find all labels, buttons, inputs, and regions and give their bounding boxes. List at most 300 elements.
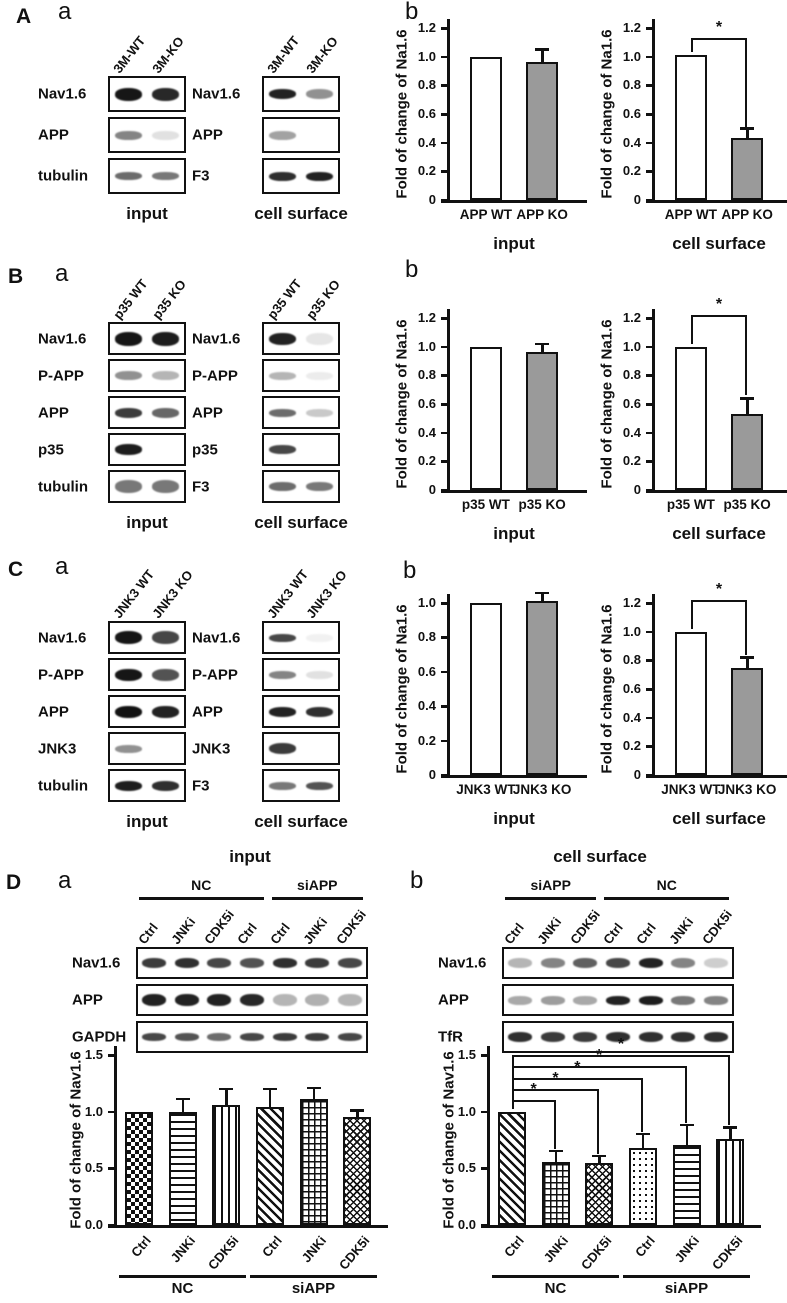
lane-group-line bbox=[604, 897, 729, 900]
plot-area bbox=[84, 1047, 379, 1297]
x-category-label: APP KO bbox=[516, 207, 568, 222]
blot-row bbox=[38, 470, 186, 503]
error-bar bbox=[746, 659, 749, 668]
y-tick-mark bbox=[108, 1054, 114, 1057]
blot-box bbox=[262, 732, 340, 765]
sig-bracket-drop-left bbox=[691, 38, 693, 52]
x-category-label: Ctrl bbox=[501, 1233, 528, 1260]
panel-letter-D: D bbox=[6, 871, 22, 894]
subpanel-letter-b: b bbox=[405, 0, 419, 25]
panel-A bbox=[0, 0, 787, 253]
blot-group-cell-surface bbox=[192, 553, 350, 832]
y-axis-line bbox=[487, 1046, 490, 1228]
x-category-label: p35 KO bbox=[723, 497, 771, 512]
error-bar bbox=[555, 1152, 558, 1161]
bar-chart-cell-surface bbox=[597, 296, 787, 580]
bar bbox=[731, 138, 763, 200]
blot-lane bbox=[264, 324, 301, 353]
y-axis-title: Fold of change of Na1.6 bbox=[393, 604, 411, 774]
bar bbox=[673, 1145, 701, 1225]
blot-band bbox=[152, 332, 179, 346]
blot-band bbox=[541, 996, 565, 1005]
blot-box bbox=[502, 947, 734, 979]
blot-row-label: APP bbox=[192, 126, 223, 144]
y-tick-mark bbox=[646, 717, 652, 720]
blot-lane bbox=[264, 160, 301, 192]
x-category-label: JNKi bbox=[671, 1233, 702, 1266]
error-bar bbox=[541, 594, 544, 601]
blot-lane bbox=[301, 361, 338, 390]
blot-row bbox=[192, 732, 340, 765]
y-tick-label: 1.0 bbox=[84, 1103, 103, 1119]
y-tick-label: 1.5 bbox=[457, 1047, 476, 1062]
y-tick-mark bbox=[646, 374, 652, 377]
y-tick-mark bbox=[441, 740, 447, 743]
blot-band bbox=[639, 1032, 663, 1042]
y-tick-mark bbox=[481, 1111, 487, 1114]
blot-box bbox=[502, 984, 734, 1016]
y-tick-mark bbox=[646, 56, 652, 59]
blot-band bbox=[508, 1032, 532, 1042]
sig-bracket-drop-right bbox=[597, 1089, 599, 1154]
x-axis-line bbox=[481, 1225, 761, 1228]
bar bbox=[526, 601, 558, 775]
blot-band bbox=[306, 89, 333, 99]
lane-label: CDK5i bbox=[333, 907, 370, 947]
blot-lane bbox=[301, 324, 338, 353]
y-tick-label: 0.4 bbox=[622, 709, 641, 725]
bar bbox=[675, 632, 707, 775]
y-tick-mark bbox=[646, 317, 652, 320]
sig-bracket-drop-right bbox=[728, 1055, 730, 1125]
y-tick-label: 0.6 bbox=[417, 663, 436, 679]
plot-area bbox=[457, 1036, 752, 1297]
blot-row bbox=[192, 158, 340, 194]
blot-lane bbox=[264, 697, 301, 726]
blot-group-input bbox=[38, 16, 186, 224]
blot-box bbox=[262, 621, 340, 654]
error-bar bbox=[269, 1090, 272, 1107]
y-tick-mark bbox=[441, 774, 447, 777]
blot-band bbox=[115, 781, 142, 791]
error-bar-cap bbox=[723, 1126, 737, 1129]
y-tick-mark bbox=[441, 636, 447, 639]
bar bbox=[731, 414, 763, 490]
y-axis-line bbox=[652, 309, 655, 493]
x-category-label: APP WT bbox=[459, 207, 512, 222]
lane-label: 3M-WT bbox=[263, 33, 302, 76]
sig-bracket-drop-right bbox=[745, 600, 747, 654]
lane-label-row bbox=[38, 553, 196, 621]
blot-band bbox=[508, 996, 532, 1005]
blot-band bbox=[305, 958, 329, 968]
sig-asterisk: * bbox=[715, 581, 723, 599]
blot-row-label: tubulin bbox=[38, 478, 88, 495]
blot-lane bbox=[110, 771, 147, 800]
y-tick-label: 0.6 bbox=[417, 106, 436, 121]
y-tick-label: 1.5 bbox=[84, 1047, 103, 1062]
blot-band bbox=[338, 994, 362, 1006]
panel-D bbox=[0, 845, 787, 1303]
y-axis-title: Fold of change of Na1.6 bbox=[393, 319, 411, 489]
blot-box bbox=[108, 621, 186, 654]
error-bar-cap bbox=[535, 48, 549, 51]
y-tick-label: 1.0 bbox=[622, 338, 641, 354]
lane-label: Ctrl bbox=[500, 920, 527, 947]
blot-group-input bbox=[38, 258, 189, 533]
blot-band bbox=[152, 88, 179, 101]
blot-band bbox=[115, 88, 142, 101]
y-tick-mark bbox=[646, 142, 652, 145]
lane-label: CDK5i bbox=[699, 907, 736, 947]
bar bbox=[675, 55, 707, 200]
y-tick-mark bbox=[646, 113, 652, 116]
blot-band bbox=[152, 131, 179, 140]
lane-label: p35 KO bbox=[148, 276, 189, 322]
y-tick-label: 0 bbox=[633, 482, 641, 497]
blot-box bbox=[262, 158, 340, 194]
blot-lane bbox=[634, 949, 667, 977]
blot-row-label: Nav1.6 bbox=[38, 85, 87, 103]
y-tick-mark bbox=[646, 745, 652, 748]
blot-caption bbox=[108, 812, 186, 832]
blot-band bbox=[152, 172, 179, 180]
blot-band bbox=[269, 131, 296, 140]
blot-band bbox=[115, 371, 142, 380]
blot-band bbox=[338, 1033, 362, 1041]
blot-row bbox=[192, 695, 340, 728]
x-axis-line bbox=[646, 200, 787, 203]
y-tick-label: 0.8 bbox=[417, 77, 436, 93]
blot-box bbox=[262, 117, 340, 153]
y-tick-label: 1.0 bbox=[457, 1103, 476, 1119]
blot-band bbox=[306, 707, 333, 717]
y-tick-mark bbox=[481, 1054, 487, 1057]
blot-band bbox=[704, 996, 728, 1005]
blot-lane bbox=[301, 435, 338, 464]
lane-label: JNKi bbox=[300, 914, 331, 947]
blot-lane bbox=[138, 949, 171, 977]
sig-asterisk: * bbox=[617, 1036, 625, 1053]
blot-row bbox=[438, 947, 734, 979]
x-category-label: JNK3 WT bbox=[661, 782, 721, 797]
y-tick-mark bbox=[441, 317, 447, 320]
blot-row-label: TfR bbox=[438, 1028, 463, 1046]
bar bbox=[526, 62, 558, 200]
bar bbox=[300, 1099, 328, 1225]
blot-row bbox=[192, 359, 340, 392]
blot-band bbox=[142, 1033, 166, 1041]
blot-lane bbox=[110, 435, 147, 464]
blot-lane bbox=[110, 472, 147, 501]
y-tick-label: 0.6 bbox=[622, 396, 641, 411]
lane-group-line bbox=[139, 897, 264, 900]
blot-lane bbox=[333, 986, 366, 1014]
blot-lane bbox=[203, 949, 236, 977]
blot-lane bbox=[171, 949, 204, 977]
y-tick-label: 0 bbox=[633, 192, 641, 207]
sig-bracket-drop-right bbox=[745, 38, 747, 127]
bar bbox=[470, 347, 502, 490]
blot-band bbox=[573, 1032, 597, 1042]
bar bbox=[470, 603, 502, 775]
y-tick-mark bbox=[646, 460, 652, 463]
blot-row-label: APP bbox=[38, 404, 69, 421]
sig-bracket-drop-left bbox=[691, 600, 693, 629]
blot-box bbox=[262, 470, 340, 503]
lane-group-label: siAPP bbox=[530, 877, 571, 893]
y-tick-mark bbox=[646, 84, 652, 87]
y-tick-label: 0.4 bbox=[417, 134, 436, 150]
bar bbox=[675, 347, 707, 490]
sig-bracket-line bbox=[691, 38, 747, 40]
error-bar-cap bbox=[740, 397, 754, 400]
bar bbox=[470, 57, 502, 200]
y-axis-title: Fold of change of Nav1.6 bbox=[440, 1051, 458, 1229]
blot-lane bbox=[301, 697, 338, 726]
blot-lane bbox=[264, 623, 301, 652]
blot-row bbox=[38, 322, 186, 355]
error-bar bbox=[182, 1100, 185, 1111]
blot-band bbox=[573, 958, 597, 968]
blot-row-label: APP bbox=[192, 703, 223, 720]
blot-lane bbox=[504, 949, 537, 977]
sig-bracket-drop-left bbox=[512, 1055, 514, 1109]
blot-box bbox=[262, 396, 340, 429]
blot-lane bbox=[301, 78, 338, 110]
y-tick-mark bbox=[646, 403, 652, 406]
error-bar bbox=[356, 1112, 359, 1118]
y-tick-mark bbox=[481, 1224, 487, 1227]
y-axis-line bbox=[652, 594, 655, 778]
blot-band bbox=[704, 958, 728, 968]
blot-lane bbox=[147, 734, 184, 763]
blot-row-label: GAPDH bbox=[72, 1028, 127, 1046]
blot-lane bbox=[301, 472, 338, 501]
blot-lane bbox=[301, 660, 338, 689]
blot-lane bbox=[147, 623, 184, 652]
blot-row bbox=[192, 658, 340, 691]
blot-box bbox=[108, 396, 186, 429]
sig-bracket-line bbox=[691, 315, 747, 317]
blot-row-label: Nav1.6 bbox=[192, 629, 241, 646]
blot-band bbox=[306, 482, 333, 491]
y-tick-label: 1.0 bbox=[417, 48, 436, 64]
y-tick-label: 0.4 bbox=[417, 424, 436, 440]
chart-caption: cell surface bbox=[672, 234, 766, 253]
blot-lane bbox=[147, 697, 184, 726]
blot-band bbox=[606, 958, 630, 968]
blot-band bbox=[305, 994, 329, 1006]
y-tick-mark bbox=[646, 199, 652, 202]
y-tick-label: 0.4 bbox=[417, 698, 436, 714]
y-tick-label: 1.0 bbox=[417, 595, 436, 610]
blot-row-label: JNK3 bbox=[38, 740, 77, 757]
x-category-label: p35 WT bbox=[666, 497, 715, 512]
lane-label: Ctrl bbox=[134, 920, 161, 947]
blot-band bbox=[306, 372, 333, 380]
lane-label: p35 KO bbox=[302, 276, 343, 322]
blot-band bbox=[240, 958, 264, 968]
blot-band bbox=[269, 89, 296, 99]
blot-band bbox=[115, 444, 142, 455]
blot-row bbox=[192, 117, 340, 153]
y-tick-mark bbox=[108, 1167, 114, 1170]
subpanel-letter-b: b bbox=[405, 256, 419, 283]
blot-band bbox=[152, 669, 179, 681]
y-tick-label: 1.0 bbox=[622, 48, 641, 64]
y-tick-mark bbox=[441, 27, 447, 30]
blot-lane bbox=[569, 986, 602, 1014]
blot-band bbox=[305, 1033, 329, 1041]
x-category-label: CDK5i bbox=[578, 1233, 615, 1273]
y-axis-title-wrap bbox=[65, 1051, 87, 1229]
blot-lane bbox=[110, 361, 147, 390]
y-axis-title-wrap bbox=[438, 1051, 460, 1229]
error-bar-cap bbox=[680, 1124, 694, 1127]
bar bbox=[343, 1117, 371, 1225]
lane-label: JNK3 KO bbox=[148, 567, 196, 621]
plot-area bbox=[417, 20, 578, 253]
error-bar bbox=[541, 345, 544, 352]
blot-caption-text: input bbox=[126, 513, 168, 532]
blot-box bbox=[108, 695, 186, 728]
lane-label: JNKi bbox=[167, 914, 198, 947]
x-group-line bbox=[623, 1275, 750, 1278]
blot-lane bbox=[110, 119, 147, 151]
blot-row bbox=[38, 76, 186, 112]
blot-row bbox=[38, 732, 186, 765]
lane-label: Ctrl bbox=[267, 920, 293, 947]
blot-box bbox=[108, 359, 186, 392]
blot-lane bbox=[110, 398, 147, 427]
bar-chart-input bbox=[392, 308, 590, 580]
blot-row bbox=[192, 322, 340, 355]
blot-band bbox=[152, 408, 179, 418]
y-tick-mark bbox=[108, 1224, 114, 1227]
y-tick-mark bbox=[441, 602, 447, 605]
x-category-label: CDK5i bbox=[336, 1233, 373, 1273]
y-tick-mark bbox=[441, 489, 447, 492]
sig-bracket-line bbox=[512, 1089, 599, 1091]
sig-bracket-drop-right bbox=[745, 315, 747, 395]
blot-caption bbox=[254, 513, 348, 533]
blot-lane bbox=[504, 986, 537, 1014]
lane-label: Ctrl bbox=[633, 920, 659, 947]
plot-area bbox=[622, 19, 783, 253]
blot-box bbox=[262, 359, 340, 392]
blot-band bbox=[269, 707, 296, 717]
y-tick-label: 0.6 bbox=[622, 681, 641, 696]
blot-row bbox=[192, 769, 340, 802]
y-tick-label: 1.0 bbox=[417, 338, 436, 354]
blot-row bbox=[38, 158, 186, 194]
lane-label-row bbox=[192, 553, 350, 621]
blot-lane bbox=[264, 398, 301, 427]
blot-box bbox=[262, 322, 340, 355]
blot-caption bbox=[254, 812, 348, 832]
y-tick-label: 1.2 bbox=[417, 20, 436, 35]
blot-row bbox=[192, 76, 340, 112]
lane-label-row bbox=[72, 901, 368, 947]
blot-band bbox=[269, 634, 296, 642]
lane-label: 3M-KO bbox=[302, 33, 341, 76]
blot-band bbox=[606, 996, 630, 1005]
blot-lane bbox=[667, 949, 700, 977]
blot-lane bbox=[147, 398, 184, 427]
y-tick-label: 0.8 bbox=[417, 367, 436, 383]
blot-lane bbox=[569, 949, 602, 977]
subpanel-letter-b: b bbox=[410, 867, 424, 894]
blot-box bbox=[262, 769, 340, 802]
sig-bracket-drop-right bbox=[554, 1100, 556, 1149]
blot-band bbox=[207, 1033, 231, 1041]
blot-band bbox=[269, 743, 296, 754]
blot-row-label: p35 bbox=[192, 441, 218, 458]
blot-lane bbox=[699, 949, 732, 977]
blot-lane bbox=[110, 623, 147, 652]
blot-band bbox=[175, 958, 199, 968]
blot-row-label: P-APP bbox=[192, 666, 238, 683]
y-tick-mark bbox=[646, 774, 652, 777]
blot-lane bbox=[110, 160, 147, 192]
section-header-input: input bbox=[229, 847, 271, 866]
blot-lane bbox=[264, 660, 301, 689]
x-group-label: NC bbox=[171, 1280, 194, 1297]
x-category-label: CDK5i bbox=[205, 1233, 242, 1273]
sig-asterisk: * bbox=[715, 19, 723, 37]
lane-label: p35 WT bbox=[109, 276, 150, 322]
blot-caption-text: input bbox=[126, 812, 168, 831]
panel-letter-C: C bbox=[8, 558, 24, 581]
y-tick-mark bbox=[646, 688, 652, 691]
chart-caption: cell surface bbox=[672, 524, 766, 543]
blot-group-cell-surface bbox=[438, 875, 734, 1053]
panel-B bbox=[0, 250, 787, 545]
y-tick-label: 0.2 bbox=[417, 732, 436, 748]
blot-lane bbox=[264, 734, 301, 763]
x-axis-line bbox=[441, 775, 587, 778]
bar bbox=[542, 1162, 570, 1225]
y-tick-mark bbox=[481, 1167, 487, 1170]
blot-lane bbox=[602, 986, 635, 1014]
lane-label: JNK3 WT bbox=[109, 566, 157, 621]
blot-row-label: P-APP bbox=[38, 666, 84, 683]
bar bbox=[498, 1112, 526, 1225]
blot-lane bbox=[634, 986, 667, 1014]
y-tick-mark bbox=[646, 27, 652, 30]
lane-label: JNKi bbox=[666, 914, 697, 947]
y-axis-line bbox=[447, 309, 450, 493]
blot-band bbox=[115, 706, 142, 718]
y-tick-label: 0.4 bbox=[622, 134, 641, 150]
blot-row-label: Nav1.6 bbox=[192, 85, 241, 103]
blot-row-label: P-APP bbox=[38, 367, 84, 384]
chart-caption: input bbox=[493, 524, 535, 543]
y-axis-line bbox=[114, 1046, 117, 1228]
blot-row bbox=[72, 984, 368, 1016]
blot-caption bbox=[108, 204, 186, 224]
blot-lane bbox=[667, 986, 700, 1014]
bar bbox=[256, 1107, 284, 1225]
x-axis-line bbox=[646, 775, 787, 778]
plot-area bbox=[622, 581, 783, 828]
bar-chart-input bbox=[392, 593, 590, 865]
sig-bracket-line bbox=[512, 1066, 687, 1068]
blot-box bbox=[262, 433, 340, 466]
x-axis-line bbox=[646, 490, 787, 493]
lane-label: JNKi bbox=[533, 914, 564, 947]
